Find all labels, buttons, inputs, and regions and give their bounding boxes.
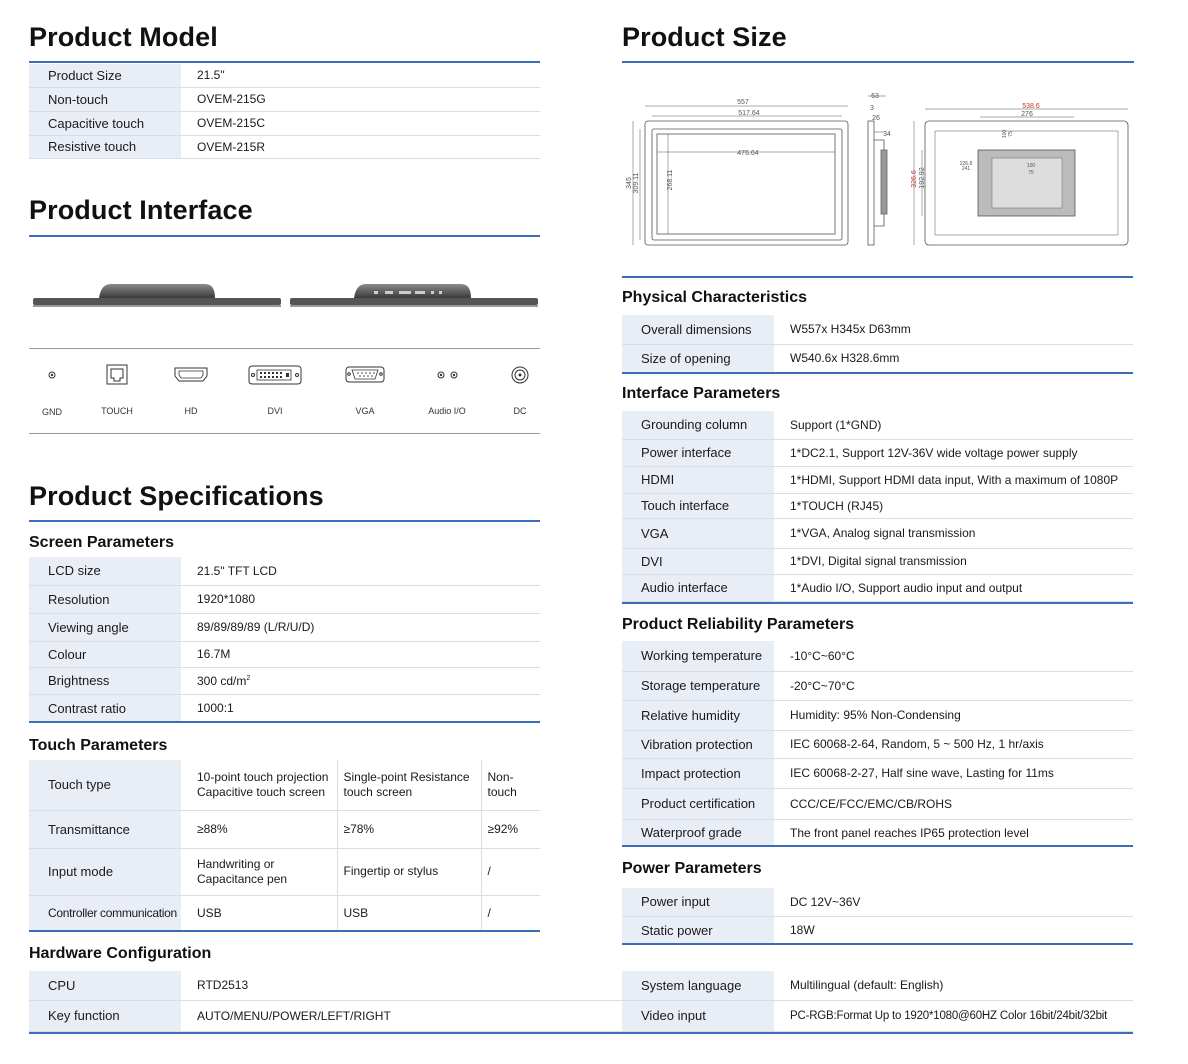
row-value: 21.5" TFT LCD: [181, 557, 540, 585]
row-label: Key function: [29, 1000, 181, 1031]
front-view: [633, 106, 848, 245]
dvi-port-icon: [245, 362, 305, 388]
table-row: [622, 493, 1133, 518]
dim-screen-width: 476.64: [737, 150, 759, 157]
power-parameters-title: Power Parameters: [622, 860, 762, 877]
dim-side-c: 34: [883, 131, 891, 138]
physical-characteristics-table: [622, 315, 1133, 373]
row-label: Resistive touch: [29, 135, 181, 158]
product-specifications-rule: [29, 520, 540, 522]
dim-inner-width: 517.64: [738, 110, 760, 117]
row-label: Grounding column: [622, 411, 774, 439]
touch-parameters-title: Touch Parameters: [29, 737, 168, 754]
row-label: Power input: [622, 888, 774, 916]
dim-opening-width: 538.6: [1022, 103, 1040, 110]
power-parameters-table: [622, 888, 1133, 945]
table-row: [622, 315, 1133, 344]
row-value: The front panel reaches IP65 protection level: [774, 819, 1133, 846]
hardware-configuration-title: Hardware Configuration: [29, 945, 212, 962]
port-label: GND: [42, 407, 62, 417]
dim-side-a: 3: [870, 105, 874, 112]
row-value: 16.7M: [181, 641, 540, 667]
product-model-table: [29, 64, 540, 159]
row-value: DC 12V~36V: [774, 888, 1133, 916]
row-value: AUTO/MENU/POWER/LEFT/RIGHT: [181, 1000, 622, 1031]
power-parameters-rule: [622, 943, 1133, 945]
row-value: OVEM-215C: [181, 111, 540, 135]
dim-back-inner-height: 192.92: [919, 167, 926, 189]
row-value: ≥78%: [337, 810, 481, 848]
row-label: Input mode: [29, 848, 181, 895]
row-value: Handwriting or Capacitance pen: [181, 848, 337, 895]
table-row: [622, 344, 1133, 372]
row-value: -20°C~70°C: [774, 671, 1133, 700]
row-label: System language: [622, 971, 774, 1000]
row-label: Viewing angle: [29, 613, 181, 641]
reliability-parameters-rule: [622, 845, 1133, 847]
row-value: 89/89/89/89 (L/R/U/D): [181, 613, 540, 641]
product-size-title: Product Size: [622, 22, 787, 52]
table-row: [29, 585, 540, 613]
row-label: Waterproof grade: [622, 819, 774, 846]
table-row: [29, 87, 540, 111]
dimension-drawing: [622, 88, 1137, 258]
table-row: [622, 411, 1133, 439]
table-row: [29, 557, 540, 585]
vga-port-icon: [338, 362, 392, 388]
row-value: [181, 667, 540, 694]
row-label: LCD size: [29, 557, 181, 585]
monitor-side-right: [290, 284, 538, 307]
row-label: Overall dimensions: [622, 315, 774, 344]
row-value: 1*DC2.1, Support 12V-36V wide voltage power supply: [774, 439, 1133, 466]
dim-vesa-2: 75: [1008, 131, 1014, 137]
row-value: 1920*1080: [181, 585, 540, 613]
table-row: [622, 518, 1133, 548]
row-value: W557x H345x D63mm: [774, 315, 1133, 344]
product-specifications-title: Product Specifications: [29, 481, 324, 511]
dim-depth: 63: [871, 93, 879, 100]
row-value: Support (1*GND): [774, 411, 1133, 439]
row-value: USB: [181, 895, 337, 931]
row-label: Controller communication: [29, 895, 181, 931]
row-value: 1*VGA, Analog signal transmission: [774, 518, 1133, 548]
table-row: [622, 971, 1133, 1000]
port-label: DVI: [267, 406, 283, 416]
row-label: Product Size: [29, 64, 181, 87]
dim-screen-height: 268.11: [667, 169, 674, 191]
back-view: [914, 109, 1128, 245]
rj45-port-icon: [92, 362, 142, 388]
product-interface-rule: [29, 235, 540, 237]
table-row: [622, 916, 1133, 944]
table-row: [622, 439, 1133, 466]
port-label: HD: [184, 406, 198, 416]
table-row: [622, 641, 1133, 671]
row-label: Non-touch: [29, 87, 181, 111]
side-view-illustration: [29, 276, 549, 316]
row-value: IEC 60068-2-64, Random, 5 ~ 500 Hz, 1 hr/axis: [774, 730, 1133, 758]
row-label: Product certification: [622, 788, 774, 819]
port-touch: [92, 362, 142, 416]
dim-side-b: 26: [872, 115, 880, 122]
row-value: 21.5": [181, 64, 540, 87]
row-label: Size of opening: [622, 344, 774, 372]
interface-parameters-table: [622, 411, 1133, 602]
brightness-superscript: 2: [246, 674, 251, 682]
row-value: 18W: [774, 916, 1133, 944]
dim-outer-height: 345: [626, 177, 633, 189]
product-model-rule: [29, 61, 540, 63]
row-value: W540.6x H328.6mm: [774, 344, 1133, 372]
row-value: IEC 60068-2-27, Half sine wave, Lasting for 11ms: [774, 758, 1133, 788]
row-label: VGA: [622, 518, 774, 548]
port-vga: [338, 362, 392, 416]
row-label: Resolution: [29, 585, 181, 613]
table-row: [622, 888, 1133, 916]
table-row: [622, 1000, 1133, 1031]
row-label: CPU: [29, 971, 181, 1000]
table-row: [622, 788, 1133, 819]
row-label: Brightness: [29, 667, 181, 694]
row-label: Colour: [29, 641, 181, 667]
row-label: Contrast ratio: [29, 694, 181, 722]
table-row: [622, 758, 1133, 788]
row-label: Touch interface: [622, 493, 774, 518]
screen-parameters-table: [29, 557, 540, 723]
interface-parameters-rule: [622, 602, 1133, 604]
row-label: DVI: [622, 548, 774, 574]
dim-vesa-4: 100: [1026, 163, 1036, 169]
hdmi-port-icon: [166, 362, 216, 388]
table-row: [29, 135, 540, 158]
table-row: [29, 1000, 622, 1031]
row-label: Touch type: [29, 760, 181, 810]
ports-bottom-rule: [29, 433, 540, 434]
port-dc: [500, 362, 540, 416]
table-row: [622, 730, 1133, 758]
port-gnd: [30, 362, 74, 417]
table-row: [29, 895, 540, 931]
monitor-side-left: [33, 284, 281, 307]
reliability-parameters-table: [622, 641, 1133, 847]
product-size-rule: [622, 61, 1134, 63]
row-value: 1000:1: [181, 694, 540, 722]
row-value: Multilingual (default: English): [774, 971, 1133, 1000]
port-audio: [420, 362, 474, 416]
screen-parameters-title: Screen Parameters: [29, 534, 174, 551]
table-row: [29, 111, 540, 135]
row-label: Vibration protection: [622, 730, 774, 758]
row-label: Relative humidity: [622, 700, 774, 730]
row-value: ≥88%: [181, 810, 337, 848]
brightness-value: 300 cd/m: [197, 673, 247, 688]
dim-vesa-6: 241: [961, 166, 971, 172]
row-value: RTD2513: [181, 971, 622, 1000]
row-value: USB: [337, 895, 481, 931]
port-label: VGA: [355, 406, 375, 416]
table-row: [622, 574, 1133, 601]
row-value: /: [481, 848, 540, 895]
row-value: CCC/CE/FCC/EMC/CB/ROHS: [774, 788, 1133, 819]
port-hd: [166, 362, 216, 416]
row-value: 1*TOUCH (RJ45): [774, 493, 1133, 518]
port-label: Audio I/O: [428, 406, 466, 416]
physical-characteristics-top-rule: [622, 276, 1133, 278]
ports-top-rule: [29, 348, 540, 349]
row-label: Audio interface: [622, 574, 774, 601]
dim-vesa-1: 100: [1002, 129, 1008, 139]
physical-characteristics-title: Physical Characteristics: [622, 289, 807, 306]
row-label: Transmittance: [29, 810, 181, 848]
port-dvi: [245, 362, 305, 416]
table-row: [29, 848, 540, 895]
row-label: Video input: [622, 1000, 774, 1031]
dim-vesa-5: 226.8: [959, 161, 973, 167]
row-value: 1*Audio I/O, Support audio input and output: [774, 574, 1133, 601]
row-label: Power interface: [622, 439, 774, 466]
row-value: Non-touch: [481, 760, 540, 810]
table-row: [29, 613, 540, 641]
product-interface-title: Product Interface: [29, 195, 253, 225]
screen-parameters-rule: [29, 721, 540, 723]
hardware-config-left-table: [29, 971, 622, 1032]
port-label: TOUCH: [101, 406, 133, 416]
row-value: /: [481, 895, 540, 931]
touch-parameters-table: [29, 760, 540, 932]
gnd-port-icon: [30, 362, 74, 388]
row-label: Static power: [622, 916, 774, 944]
hardware-config-right-table: [622, 971, 1133, 1032]
table-row: [622, 548, 1133, 574]
row-value: -10°C~60°C: [774, 641, 1133, 671]
table-row: [29, 971, 622, 1000]
row-value: ≥92%: [481, 810, 540, 848]
table-row: [29, 667, 540, 694]
row-value: Fingertip or stylus: [337, 848, 481, 895]
product-model-title: Product Model: [29, 22, 218, 52]
row-label: Impact protection: [622, 758, 774, 788]
table-row: [29, 641, 540, 667]
table-row: [622, 466, 1133, 493]
row-label: Working temperature: [622, 641, 774, 671]
table-row: [29, 694, 540, 722]
row-value: PC-RGB:Format Up to 1920*1080@60HZ Color 16bit/24bit/32bit: [774, 1000, 1133, 1031]
row-value: 1*DVI, Digital signal transmission: [774, 548, 1133, 574]
hardware-configuration-rule: [29, 1032, 1133, 1034]
row-value: 1*HDMI, Support HDMI data input, With a maximum of 1080P: [774, 466, 1133, 493]
row-value: OVEM-215G: [181, 87, 540, 111]
table-row: [29, 760, 540, 810]
physical-characteristics-rule: [622, 372, 1133, 374]
table-row: [622, 819, 1133, 846]
dim-inner-height: 309.11: [633, 172, 640, 194]
row-label: Capacitive touch: [29, 111, 181, 135]
row-label: Storage temperature: [622, 671, 774, 700]
dim-opening-height: 326.6: [911, 170, 918, 188]
table-row: [29, 810, 540, 848]
dc-port-icon: [500, 362, 540, 388]
table-row: [622, 671, 1133, 700]
reliability-parameters-title: Product Reliability Parameters: [622, 616, 855, 633]
audio-port-icon: [420, 362, 474, 388]
dim-outer-width: 557: [737, 99, 749, 106]
table-row: [622, 700, 1133, 730]
row-value: Single-point Resistance touch screen: [337, 760, 481, 810]
port-label: DC: [513, 406, 527, 416]
dim-back-inner-width: 276: [1021, 111, 1033, 118]
row-label: HDMI: [622, 466, 774, 493]
row-value: 10-point touch projection Capacitive touch screen: [181, 760, 337, 810]
row-value: Humidity: 95% Non-Condensing: [774, 700, 1133, 730]
touch-parameters-rule: [29, 930, 540, 932]
interface-parameters-title: Interface Parameters: [622, 385, 781, 402]
row-value: OVEM-215R: [181, 135, 540, 158]
table-row: [29, 64, 540, 87]
dim-vesa-3: 75: [1028, 170, 1034, 176]
